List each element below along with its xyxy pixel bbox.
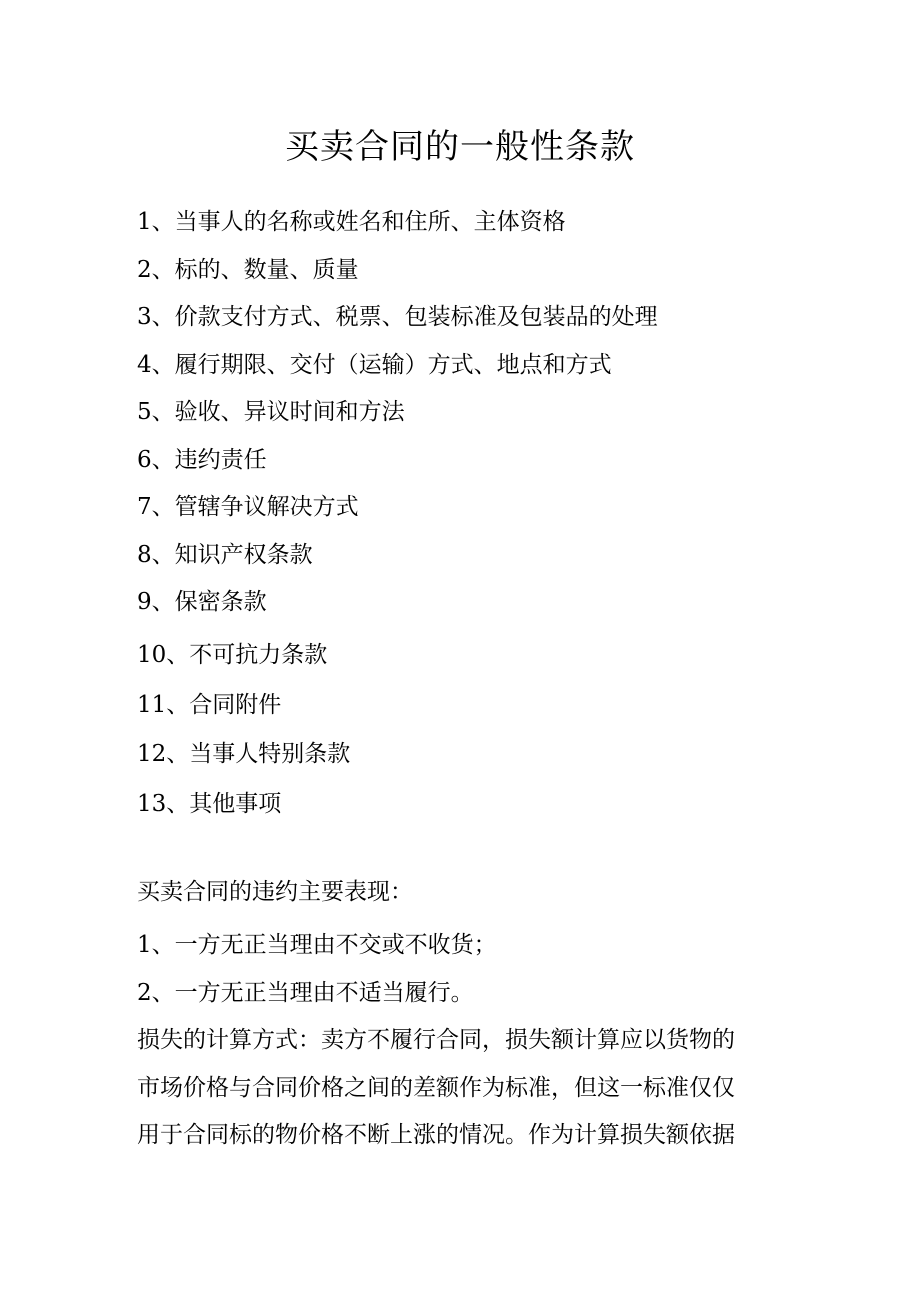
loss-paragraph-line: 损失的计算方式：卖方不履行合同，损失额计算应以货物的 [137, 1027, 735, 1053]
breach-heading: 买卖合同的违约主要表现： [137, 879, 413, 905]
document-title: 买卖合同的一般性条款 [285, 127, 635, 167]
clause-item: 12、当事人特别条款 [137, 741, 351, 767]
clause-item: 3、价款支付方式、税票、包装标准及包装品的处理 [137, 304, 658, 330]
clause-item: 11、合同附件 [137, 692, 282, 718]
clause-item: 2、标的、数量、质量 [137, 257, 359, 283]
clause-item: 8、知识产权条款 [137, 542, 313, 568]
clause-item: 1、当事人的名称或姓名和住所、主体资格 [137, 209, 566, 235]
clause-item: 9、保密条款 [137, 589, 267, 615]
loss-paragraph-line: 用于合同标的物价格不断上涨的情况。作为计算损失额依据 [137, 1122, 735, 1148]
clause-item: 7、管辖争议解决方式 [137, 494, 359, 520]
loss-paragraph-line: 市场价格与合同价格之间的差额作为标准，但这一标准仅仅 [137, 1075, 735, 1101]
clause-item: 13、其他事项 [137, 791, 282, 817]
clause-item: 5、验收、异议时间和方法 [137, 399, 405, 425]
clause-item: 6、违约责任 [137, 447, 267, 473]
clause-item: 10、不可抗力条款 [137, 642, 328, 668]
breach-item: 2、一方无正当理由不适当履行。 [137, 980, 474, 1006]
breach-item: 1、一方无正当理由不交或不收货； [137, 932, 497, 958]
clause-item: 4、履行期限、交付（运输）方式、地点和方式 [137, 352, 612, 378]
